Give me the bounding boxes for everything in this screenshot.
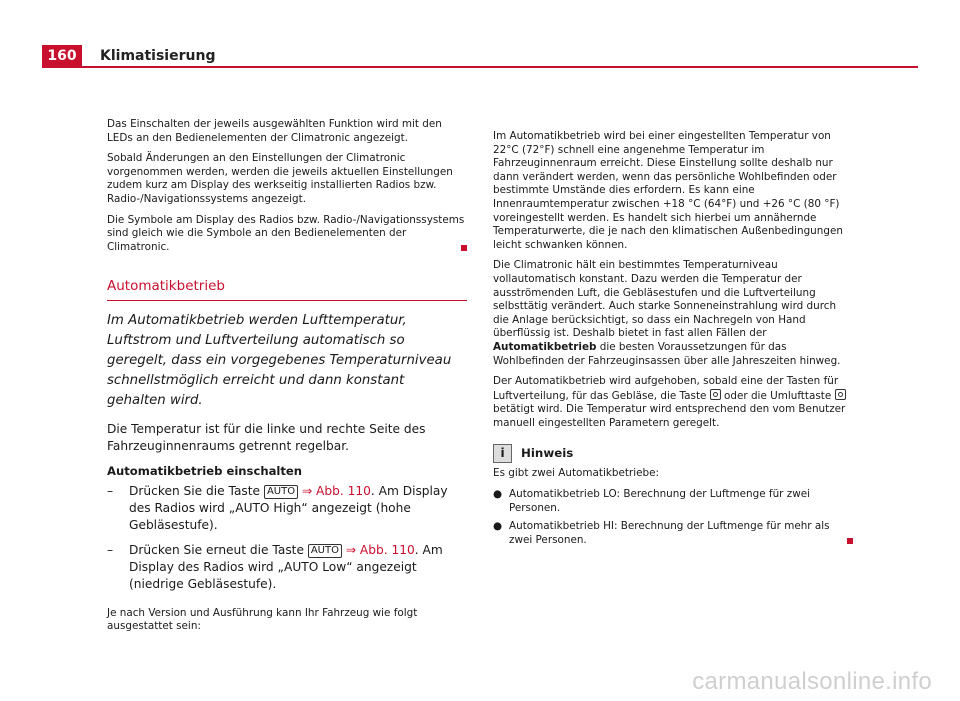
note-title: Hinweis [521,446,574,461]
list-item-text: Automatikbetrieb LO: Berechnung der Luftmenge für zwei Personen. [509,488,810,514]
note-intro: Es gibt zwei Automatikbetriebe: [493,467,659,480]
note-header [493,444,853,463]
list-item [493,488,853,515]
paragraph: Das Einschalten der jeweils ausgewählten Funktion wird mit den LEDs an den Bedienelementen der Climatronic angezeigt. [107,118,442,144]
dash-marker: – [107,483,114,498]
left-column [107,118,467,634]
step-text: . Am Display des Radios wird „AUTO Low“ angezeigt (niedrige Gebläsestufe). [129,542,443,591]
section-intro: Im Automatikbetrieb werden Lufttemperatur, Luftstrom und Luftverteilung automatisch so geregelt, dass ein vorgegebenes Temperaturniveau schnellstmöglich erreicht und dann konstant gehalten wird. [107,312,452,408]
bullet-marker: ● [493,520,503,533]
info-icon: i [493,444,512,463]
paragraph: Die Symbole am Display des Radios bzw. Radio-/Navigationssystems sind gleich wie die Symbole an den Bedienelementen der Climatronic. [107,214,467,255]
list-item [493,520,853,547]
paragraph: Der Automatikbetrieb wird aufgehoben, sobald eine der Tasten für Luftverteilung, für das Gebläse, die Taste oder die Umlufttaste betätigt wird. Die Temperatur wird entsprechend den vom Benutzer manuell eingestellten Parametern geregelt. [493,375,846,429]
right-column [493,130,853,547]
bold-term: Automatikbetrieb [493,340,597,353]
auto-key-label: AUTO [264,485,298,499]
auto-key-label: AUTO [308,544,342,558]
header-divider [42,66,918,68]
figure-reference-link[interactable]: ⇒ Abb. 110 [341,542,415,557]
step-text: . Am Display des Radios wird „AUTO High“ angezeigt (hohe Gebläsestufe). [129,483,448,532]
chapter-title: Klimatisierung [100,48,216,64]
figure-reference-link[interactable]: ⇒ Abb. 110 [298,483,371,498]
list-item-text: Automatikbetrieb HI: Berechnung der Luftmenge für mehr als zwei Personen. [509,520,830,546]
step-item [107,542,467,593]
watermark: carmanualsonline.info [692,668,932,695]
paragraph: Im Automatikbetrieb wird bei einer eingestellten Temperatur von 22°C (72°F) schnell eine angenehme Temperatur im Fahrzeuginnenraum erreicht. Diese Einstellung sollte deshalb nur dann verändert werden, wenn das persönliche Wohlbefinden oder bestimmte Umstände dies erfordern. Es kann eine Innenraumtemperatur zwischen +18 °C (64°F) und +26 °C (80 °F) voreingestellt werden. Es handelt sich hierbei um annähernde Temperaturwerte, die je nach den klimatischen Außenbedingungen leicht schwanken können. [493,130,843,251]
bullet-marker: ● [493,488,503,501]
paragraph: Die Climatronic hält ein bestimmtes Temperaturniveau vollautomatisch konstant. Dazu werden die Temperatur der ausströmenden Luft, die Gebläsestufen und die Luftverteilung selbsttätig verändert. Auch starke Sonneneinstrahlung wird durch die Anlage berücksichtigt, so dass ein Nachregeln von Hand überflüssig ist. Deshalb bietet in fast allen Fällen der Automatikbetrieb die besten Voraussetzungen für das Wohlbefinden der Fahrzeuginsassen über alle Jahreszeiten hinweg. [493,259,841,367]
paragraph: Sobald Änderungen an den Einstellungen der Climatronic vorgenommen werden, werden die jeweils aktuellen Einstellungen zudem kurz am Display des werkseitig installierten Radios bzw. Radio-/Navigationssystems angezeigt. [107,152,453,205]
step-text: Drücken Sie erneut die Taste [129,542,308,557]
recirculation-icon [835,389,846,400]
dash-marker: – [107,542,114,557]
subheading: Automatikbetrieb einschalten [107,463,303,478]
end-square-icon [847,538,853,544]
defrost-icon [710,389,721,400]
end-square-icon [461,245,467,251]
equipment-note: Je nach Version und Ausführung kann Ihr Fahrzeug wie folgt ausgestattet sein: [107,606,418,633]
section-title: Automatikbetrieb [107,280,467,301]
step-item [107,483,467,534]
step-text: Drücken Sie die Taste [129,483,264,498]
page-number: 160 [42,45,82,68]
body-text: Die Temperatur ist für die linke und rechte Seite des Fahrzeuginnenraums getrennt regelbar. [107,421,426,453]
